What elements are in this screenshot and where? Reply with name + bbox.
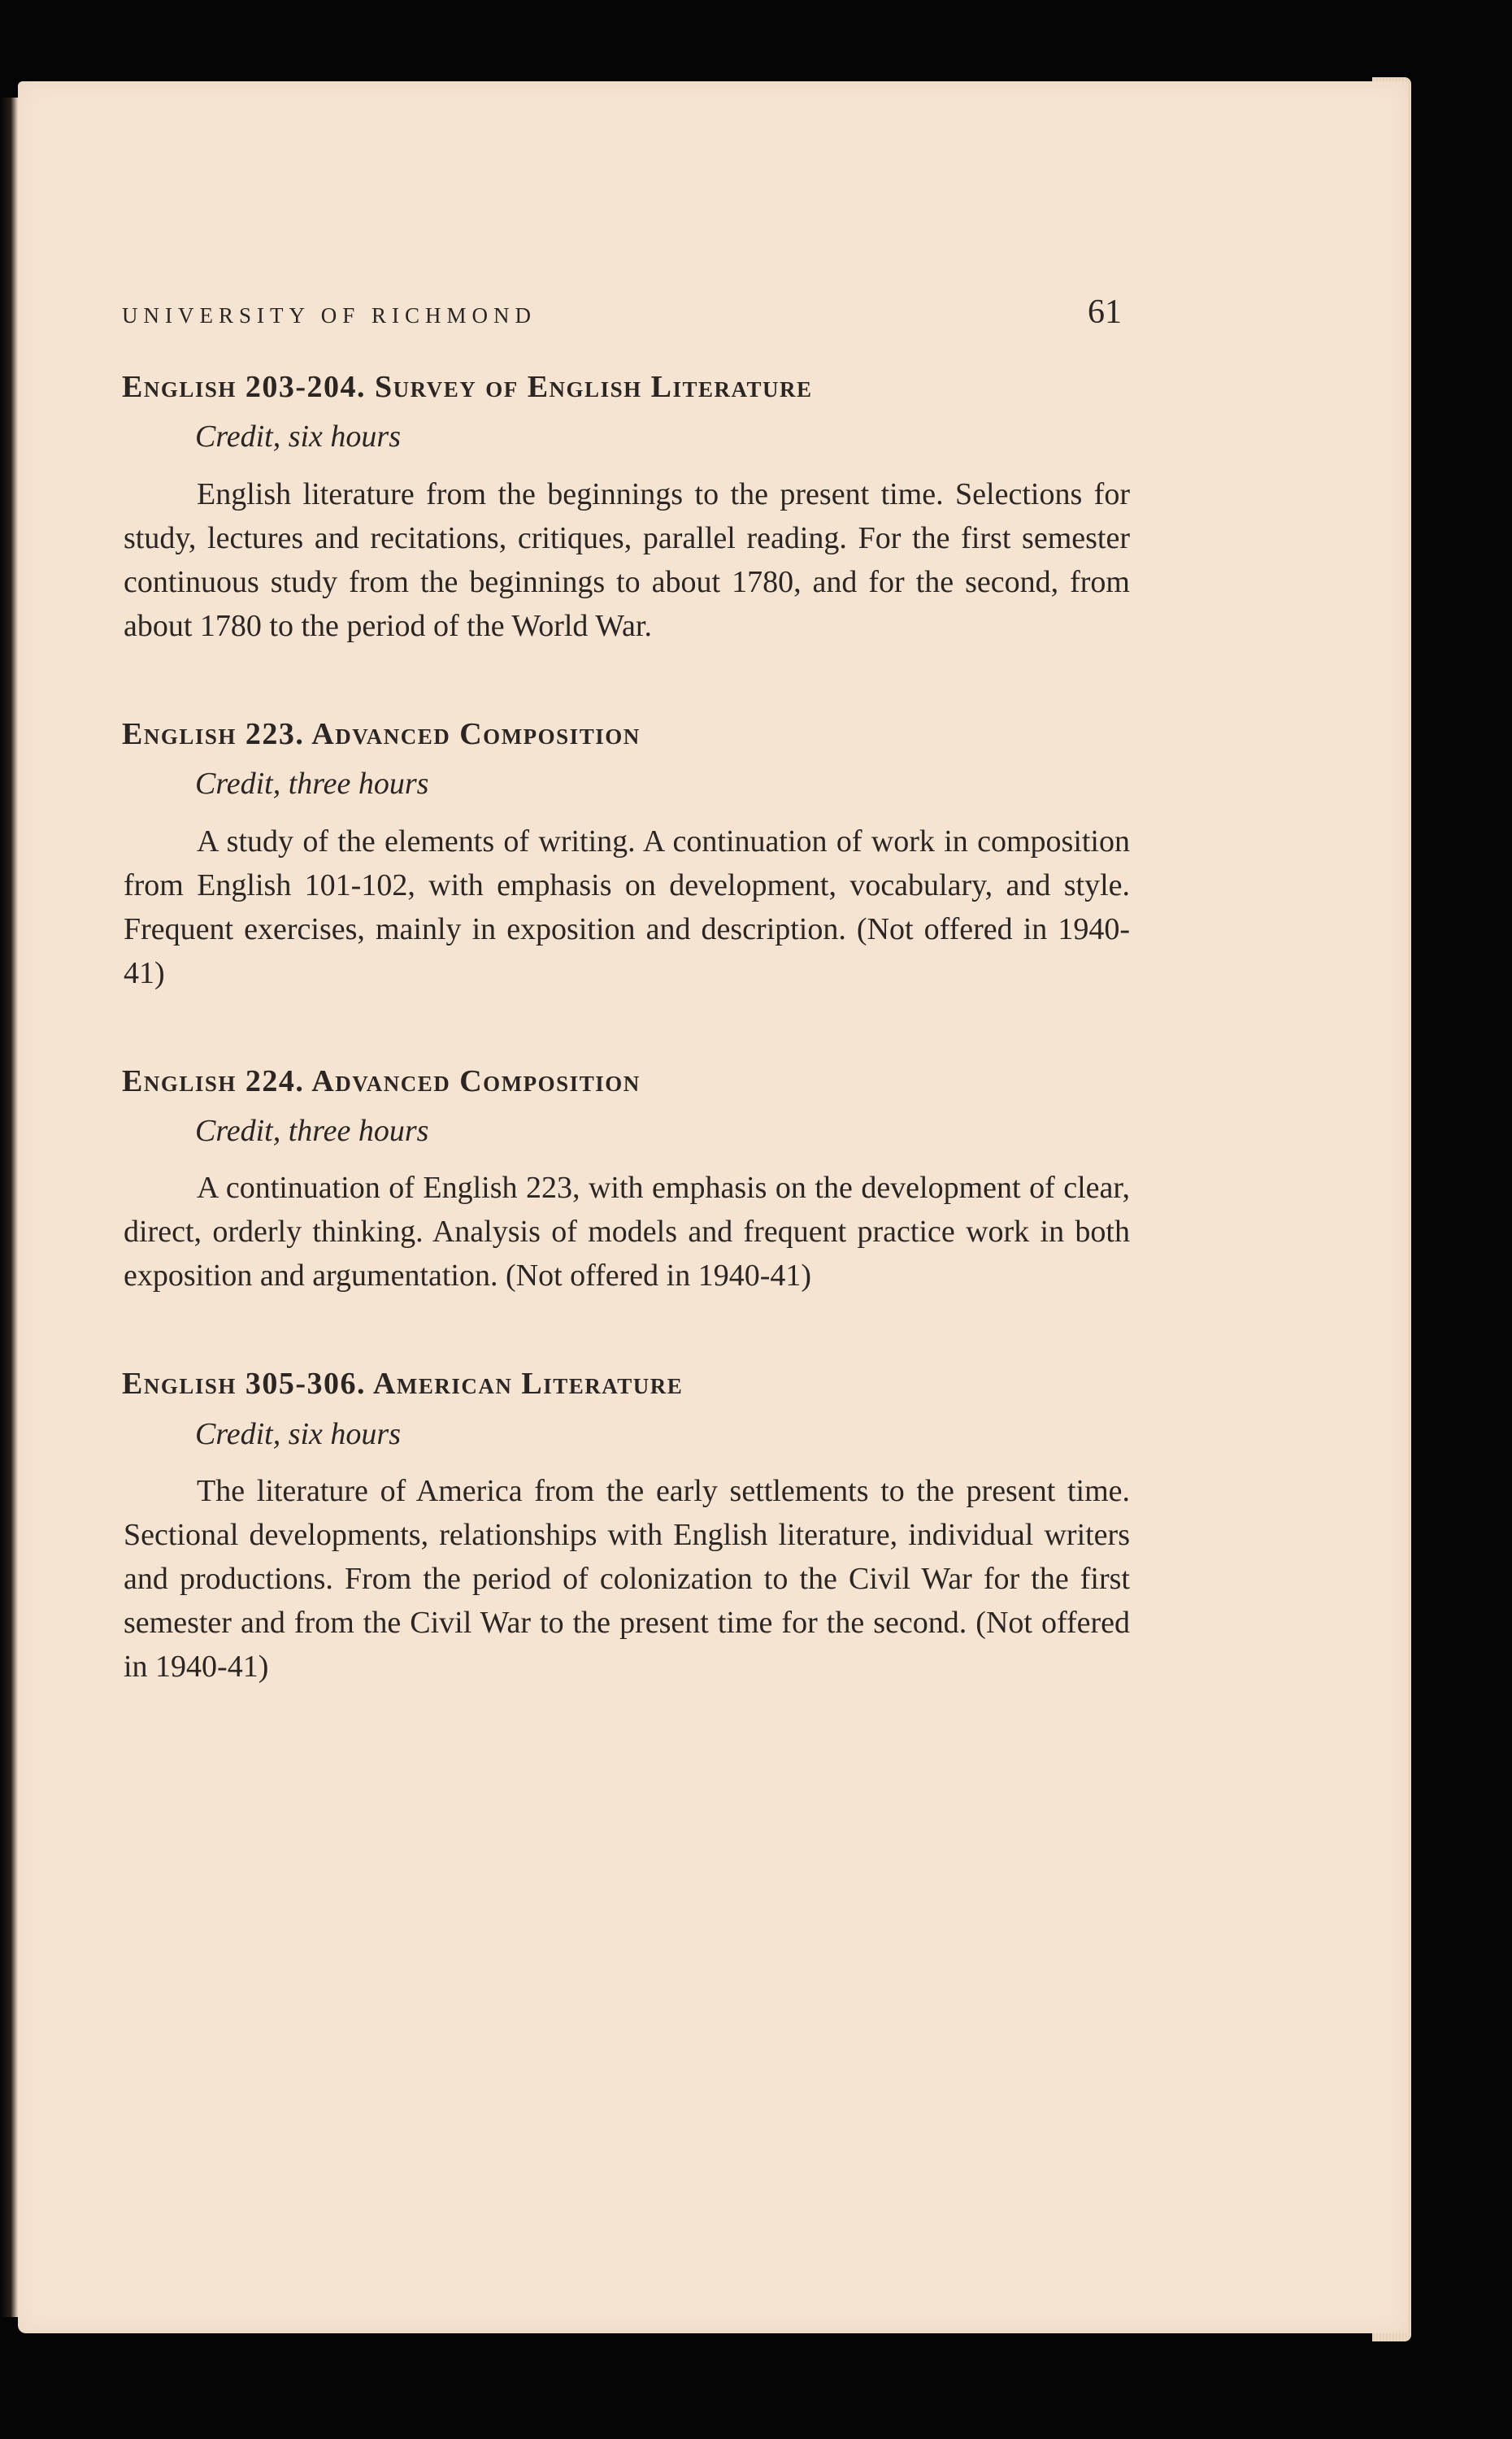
course-credit: Credit, six hours (195, 420, 401, 454)
course-description: English literature from the beginnings to the present time. Selections for study, lectures and recitations, critiques, parallel reading. For the first semester continuous study from the beginnings to about 1780, and for the second, from about 1780 to the period of the World War. (124, 476, 1130, 643)
course-english-203-204 (122, 367, 1130, 648)
course-heading: English 203-204. Survey of English Literature (122, 370, 813, 404)
course-heading: English 224. Advanced Composition (122, 1063, 641, 1098)
course-credit: Credit, six hours (195, 1416, 401, 1451)
course-credit: Credit, three hours (195, 1113, 429, 1148)
course-description: A study of the elements of writing. A continuation of work in composition from English 101-102, with emphasis on development, vocabulary, and style. Frequent exercises, mainly in exposition and description. (Not offered in 1940-41) (124, 824, 1130, 990)
course-description: The literature of America from the early settlements to the present time. Sectional developments, relationships with English literature, individual writers and productions. From the period of colonization to the Civil War for the first semester and from the Civil War to the present time for the second. (Not offered in 1940-41) (124, 1474, 1130, 1685)
page-content (122, 293, 1130, 1755)
course-english-223 (122, 715, 1130, 995)
course-english-305-306 (122, 1364, 1130, 1689)
book-spine-shadow (0, 98, 18, 2317)
course-english-224 (122, 1062, 1130, 1298)
course-description: A continuation of English 223, with emphasis on the development of clear, direct, orderly thinking. Analysis of models and frequent practice work in both exposition and argumentation. (Not offered in 1940-41) (124, 1171, 1130, 1293)
course-heading: English 223. Advanced Composition (122, 716, 641, 751)
course-credit: Credit, three hours (195, 767, 429, 802)
page-number: 61 (1088, 293, 1122, 331)
course-heading: English 305-306. American Literature (122, 1367, 684, 1402)
running-title: UNIVERSITY OF RICHMOND (122, 303, 537, 328)
running-head (122, 293, 1130, 332)
